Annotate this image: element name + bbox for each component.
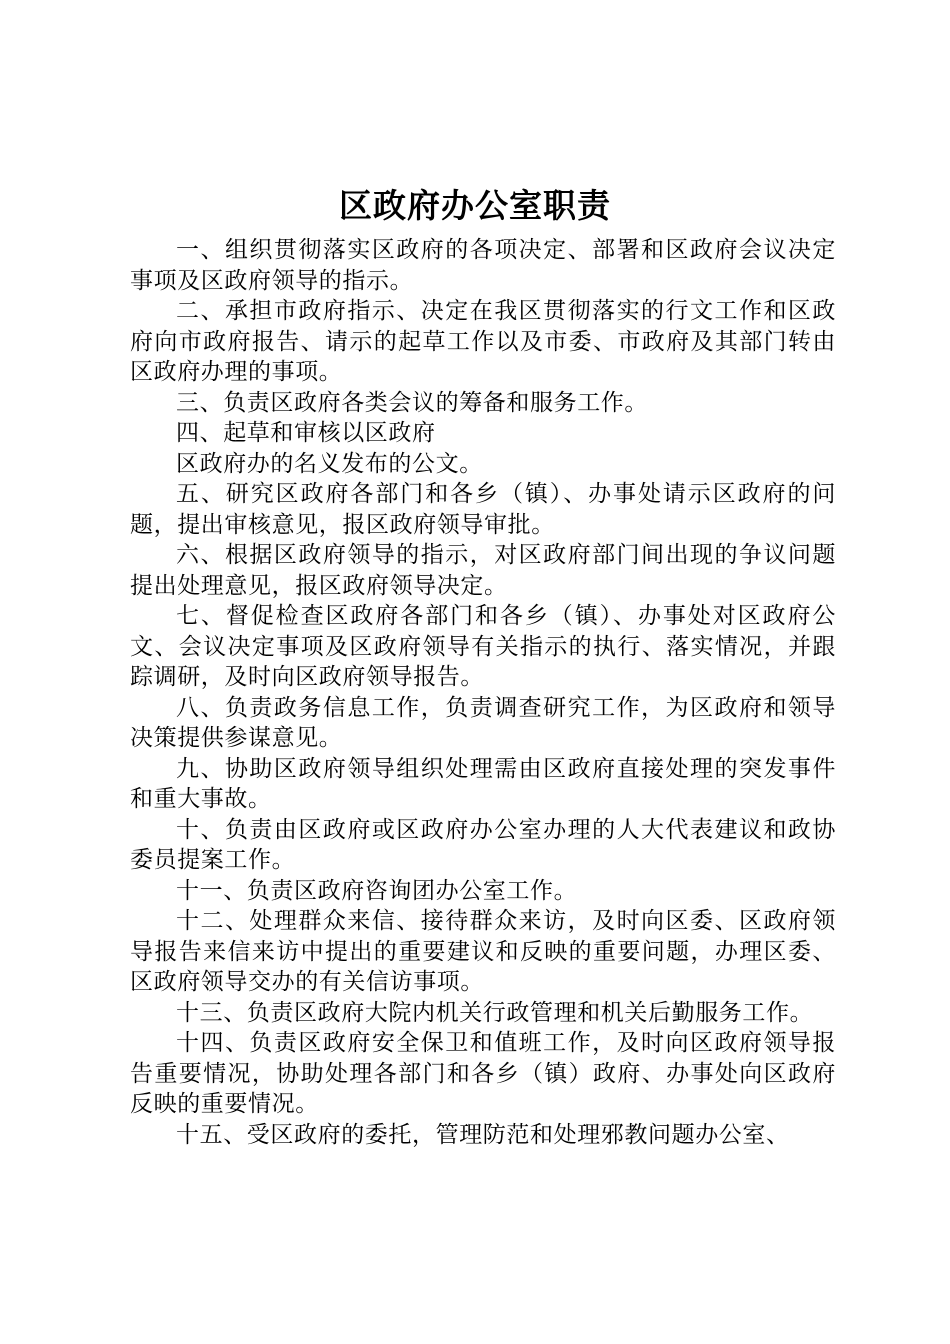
paragraph-1: 一、组织贯彻落实区政府的各项决定、部署和区政府会议决定事项及区政府领导的指示。 [130, 237, 836, 294]
paragraph-12: 十二、处理群众来信、接待群众来访，及时向区委、区政府领导报告来信来访中提出的重要建议和反映的重要问题，办理区委、区政府领导交办的有关信访事项。 [130, 908, 836, 995]
paragraph-3: 三、负责区政府各类会议的筹备和服务工作。 [176, 389, 648, 416]
paragraph-4: 四、起草和审核以区政府 [176, 420, 436, 446]
document-body [130, 235, 836, 1150]
paragraph-8: 八、负责政务信息工作，负责调查研究工作，为区政府和领导决策提供参谋意见。 [130, 694, 836, 751]
paragraph-13: 十三、负责区政府大院内机关行政管理和机关后勤服务工作。 [176, 999, 814, 1026]
paragraph-14: 十四、负责区政府安全保卫和值班工作，及时向区政府领导报告重要情况，协助处理各部门和各乡（镇）政府、办事处向区政府反映的重要情况。 [130, 1030, 836, 1117]
paragraph-5: 五、研究区政府各部门和各乡（镇）、办事处请示区政府的问题，提出审核意见，报区政府领导审批。 [130, 481, 836, 538]
paragraph-15: 十五、受区政府的委托，管理防范和处理邪教问题办公室、 [176, 1121, 790, 1148]
paragraph-9: 九、协助区政府领导组织处理需由区政府直接处理的突发事件和重大事故。 [130, 755, 836, 812]
paragraph-11: 十一、负责区政府咨询团办公室工作。 [176, 877, 578, 904]
paragraph-10: 十、负责由区政府或区政府办公室办理的人大代表建议和政协委员提案工作。 [130, 816, 836, 873]
paragraph-4-continued: 区政府办的名义发布的公文。 [176, 450, 483, 477]
paragraph-2: 二、承担市政府指示、决定在我区贯彻落实的行文工作和区政府向市政府报告、请示的起草工作以及市委、市政府及其部门转由区政府办理的事项。 [130, 298, 836, 385]
document-title: 区政府办公室职责 [339, 186, 611, 225]
paragraph-6: 六、根据区政府领导的指示，对区政府部门间出现的争议问题提出处理意见，报区政府领导决定。 [130, 542, 836, 599]
paragraph-7: 七、督促检查区政府各部门和各乡（镇）、办事处对区政府公文、会议决定事项及区政府领导有关指示的执行、落实情况，并跟踪调研，及时向区政府领导报告。 [130, 603, 836, 690]
